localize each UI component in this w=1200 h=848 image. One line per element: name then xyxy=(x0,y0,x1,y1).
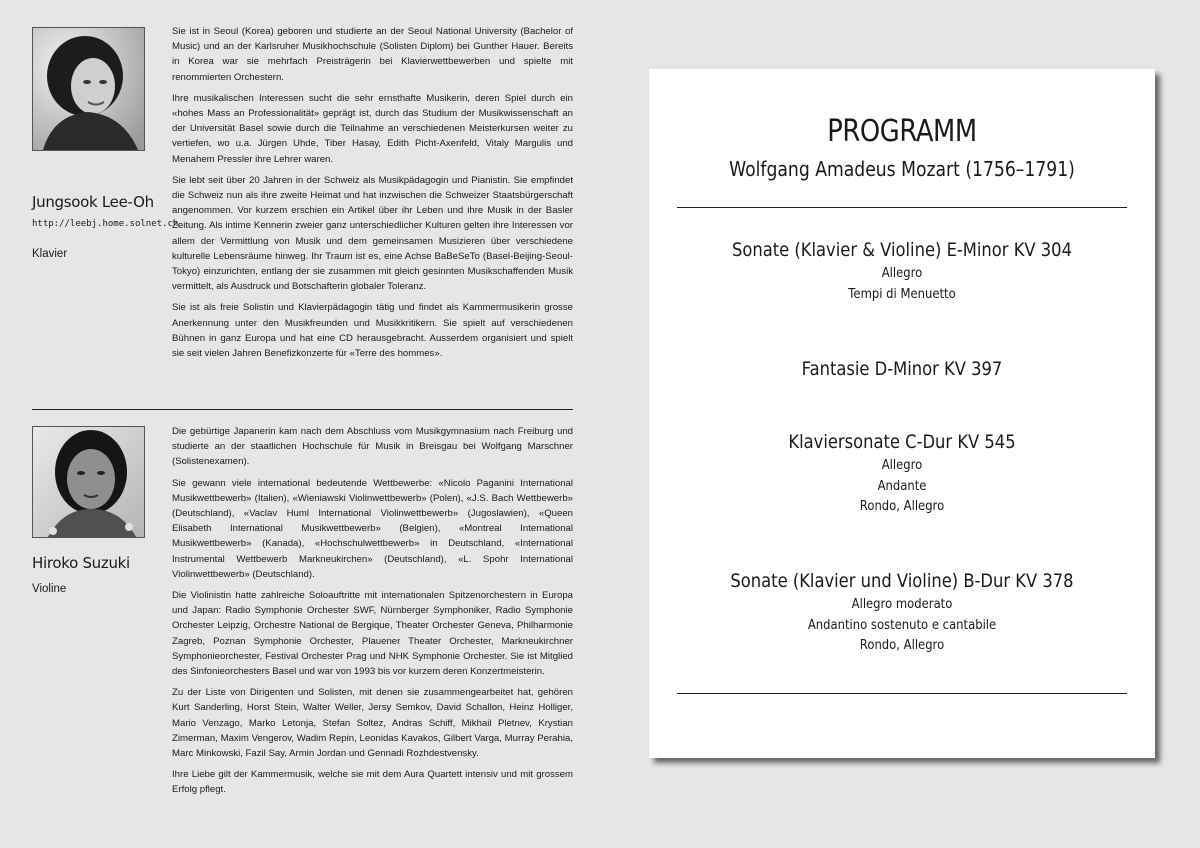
bio-paragraph: Die gebürtige Japanerin kam nach dem Abschluss vom Musikgymnasium nach Freiburg und studierte an der staatlichen Hochschule für Musik in Breisgau bei Wolfgang Marschner (Solistenexamen). xyxy=(172,426,573,468)
artist-bio xyxy=(172,24,573,367)
bio-paragraph: Sie gewann viele international bedeutende Wettbewerbe: «Nicolo Paganini International Musikwettbewerb» (Italien), «Wieniawski Violinwettbewerb» (Polen), «J.S. Bach Wettbewerb» (Deutschland), «Vaclav Huml International Violinwettbewerb» (Jugoslawien), «Queen Elisabeth International Musikwettbewerb» (Belgien), «Montreal International Musikwettbewerb» (Kanada), «Hochschulwettbewerb» in Deutschland, «International Instrumental Wettbewerb Markneukirchen» (Deutschland), «L. Spohr International Violinwettbewerb» (Deutschland). xyxy=(172,477,573,580)
program-piece xyxy=(649,237,1155,304)
movement: Rondo, Allegro xyxy=(859,498,945,514)
program-rule-bottom xyxy=(677,693,1127,694)
artist-name: Hiroko Suzuki xyxy=(32,554,130,572)
movement: Andantino sostenuto e cantabile xyxy=(807,616,997,633)
piece-title: Sonate (Klavier und Violine) B-Dur KV 378 xyxy=(730,570,1074,592)
program-composer: Wolfgang Amadeus Mozart (1756–1791) xyxy=(729,157,1075,181)
movement: Andante xyxy=(877,477,927,494)
artist-instrument: Violine xyxy=(32,583,67,595)
artist-photo-hiroko xyxy=(32,426,145,538)
artist-bio xyxy=(172,424,573,804)
movement: Allegro xyxy=(881,457,923,473)
program-piece xyxy=(649,356,1155,382)
piece-title: Klaviersonate C-Dur KV 545 xyxy=(788,431,1016,453)
section-divider xyxy=(32,409,573,410)
bio-paragraph: Ihre musikalischen Interessen sucht die sehr ernsthafte Musikerin, deren Spiel durch ein «hohes Mass an Professionalität» geprägt ist, durch das Studium der Musikwissenschaft an der Universität Basel sowie durch die Teilnahme an verschiedenen Meisterkursen weiter zu vertiefen, wo u.a. Jürgen Uhde, Tiber Hasay, Edith Picht-Axenfeld, Vitaly Margulis und Menahem Pressler ihre Lehrer waren. xyxy=(172,92,573,165)
bio-paragraph: Ihre Liebe gilt der Kammermusik, welche sie mit dem Aura Quartett intensiv und mit grossem Erfolg pflegt. xyxy=(172,769,573,796)
movement: Rondo, Allegro xyxy=(859,637,945,653)
piece-title: Sonate (Klavier & Violine) E-Minor KV 304 xyxy=(732,239,1072,261)
program-rule-top xyxy=(677,207,1127,208)
movement: Tempi di Menuetto xyxy=(848,285,956,302)
artist-instrument: Klavier xyxy=(32,248,68,260)
artist-name: Jungsook Lee-Oh xyxy=(32,193,154,211)
movement: Allegro moderato xyxy=(851,596,953,612)
artist-photo-jungsook xyxy=(32,27,145,151)
program-card xyxy=(649,69,1155,758)
artist-url[interactable]: http://leebj.home.solnet.ch xyxy=(32,219,179,229)
bio-paragraph: Sie ist als freie Solistin und Klavierpädagogin tätig und findet als Kammermusikerin grosse Anerkennung unter den Musikfreunden und Musikkritikern. Sie spielt auf verschiedenen Bühnen in ganz Europa und hat eine CD herausgebracht. Ausserdem organisiert und spielt sie seit vielen Jahren Benefizkonzerte für «Terre des hommes». xyxy=(172,302,573,360)
program-piece xyxy=(649,429,1155,517)
movement: Allegro xyxy=(881,265,923,281)
piece-title: Fantasie D-Minor KV 397 xyxy=(801,358,1003,380)
bio-paragraph: Sie ist in Seoul (Korea) geboren und studierte an der Seoul National University (Bachelor of Music) und an der Karlsruher Musikhochschule (Solisten Diplom) bei Gunther Hauer. Bereits in Korea war sie mehrfach Preisträgerin bei Klavierwettbewerben und spielte mit renommierten Orchestern. xyxy=(172,26,573,83)
program-piece xyxy=(649,568,1155,656)
bio-paragraph: Sie lebt seit über 20 Jahren in der Schweiz als Musikpädagogin und Pianistin. Sie empfindet die Schweiz nun als ihre zweite Heimat und hat inzwischen die Schweizer Staatsbürgerschaft angenommen. Vor kurzem erschien ein Artikel über ihr Leben und ihre Musik in der Basler Zeitung. Als intime Kennerin zweier ganz unterschiedlicher Kulturen gelten ihre Interessen vor allem der Vermittlung von Musik und dem gemeinsamen Musizieren über verschiedene kulturelle Lebensräume hinweg. Ihr Traum ist es, eine Achse BaBeSeTo (Basel-Beijing-Seoul-Tokyo) einzurichten, entlang der sie zusammen mit gleich gesinnten Musikschaffenden Musik vermittelt, als Ausdruck und Botschafterin globaler Toleranz. xyxy=(172,174,573,293)
bio-paragraph: Die Violinistin hatte zahlreiche Soloauftritte mit internationalen Spitzenorchestern in Europa und Japan: Radio Symphonie Orchester SWF, Nürnberger Symphoniker, Radio Symphonie Orchester Leipzig, Orchestre National de Bergique, Theater Orchester Geneva, Philharmonie Zagreb, Poznan Symphonie Orchester, Plauener Theater Orchester, Markneukirchner Symphonieorchester, Festival Orchester Prag und NHK Symphonie Orchester. Sie ist Mitglied des Sinfonieorchesters Basel und war von 1993 bis vor kurzem deren Konzertmeisterin. xyxy=(172,590,573,678)
bio-paragraph: Zu der Liste von Dirigenten und Solisten, mit denen sie zusammengearbeitet hat, gehören Kurt Sanderling, Horst Stein, Walter Weller, Jersy Semkov, David Schallon, Heinz Holliger, Mario Venzago, Marko Letonja, Stefan Soltez, Andras Schiff, Mikhail Pletnev, Krystian Zimerman, Maxim Vengerov, Wadim Repin, Leonidas Kavakos, Gilbert Varga, Murray Perahia, Marc Minkowski, Fazil Say, Armin Jordan und Gennadi Rozhdestvensky. xyxy=(172,687,573,760)
program-title: PROGRAMM xyxy=(827,114,977,149)
